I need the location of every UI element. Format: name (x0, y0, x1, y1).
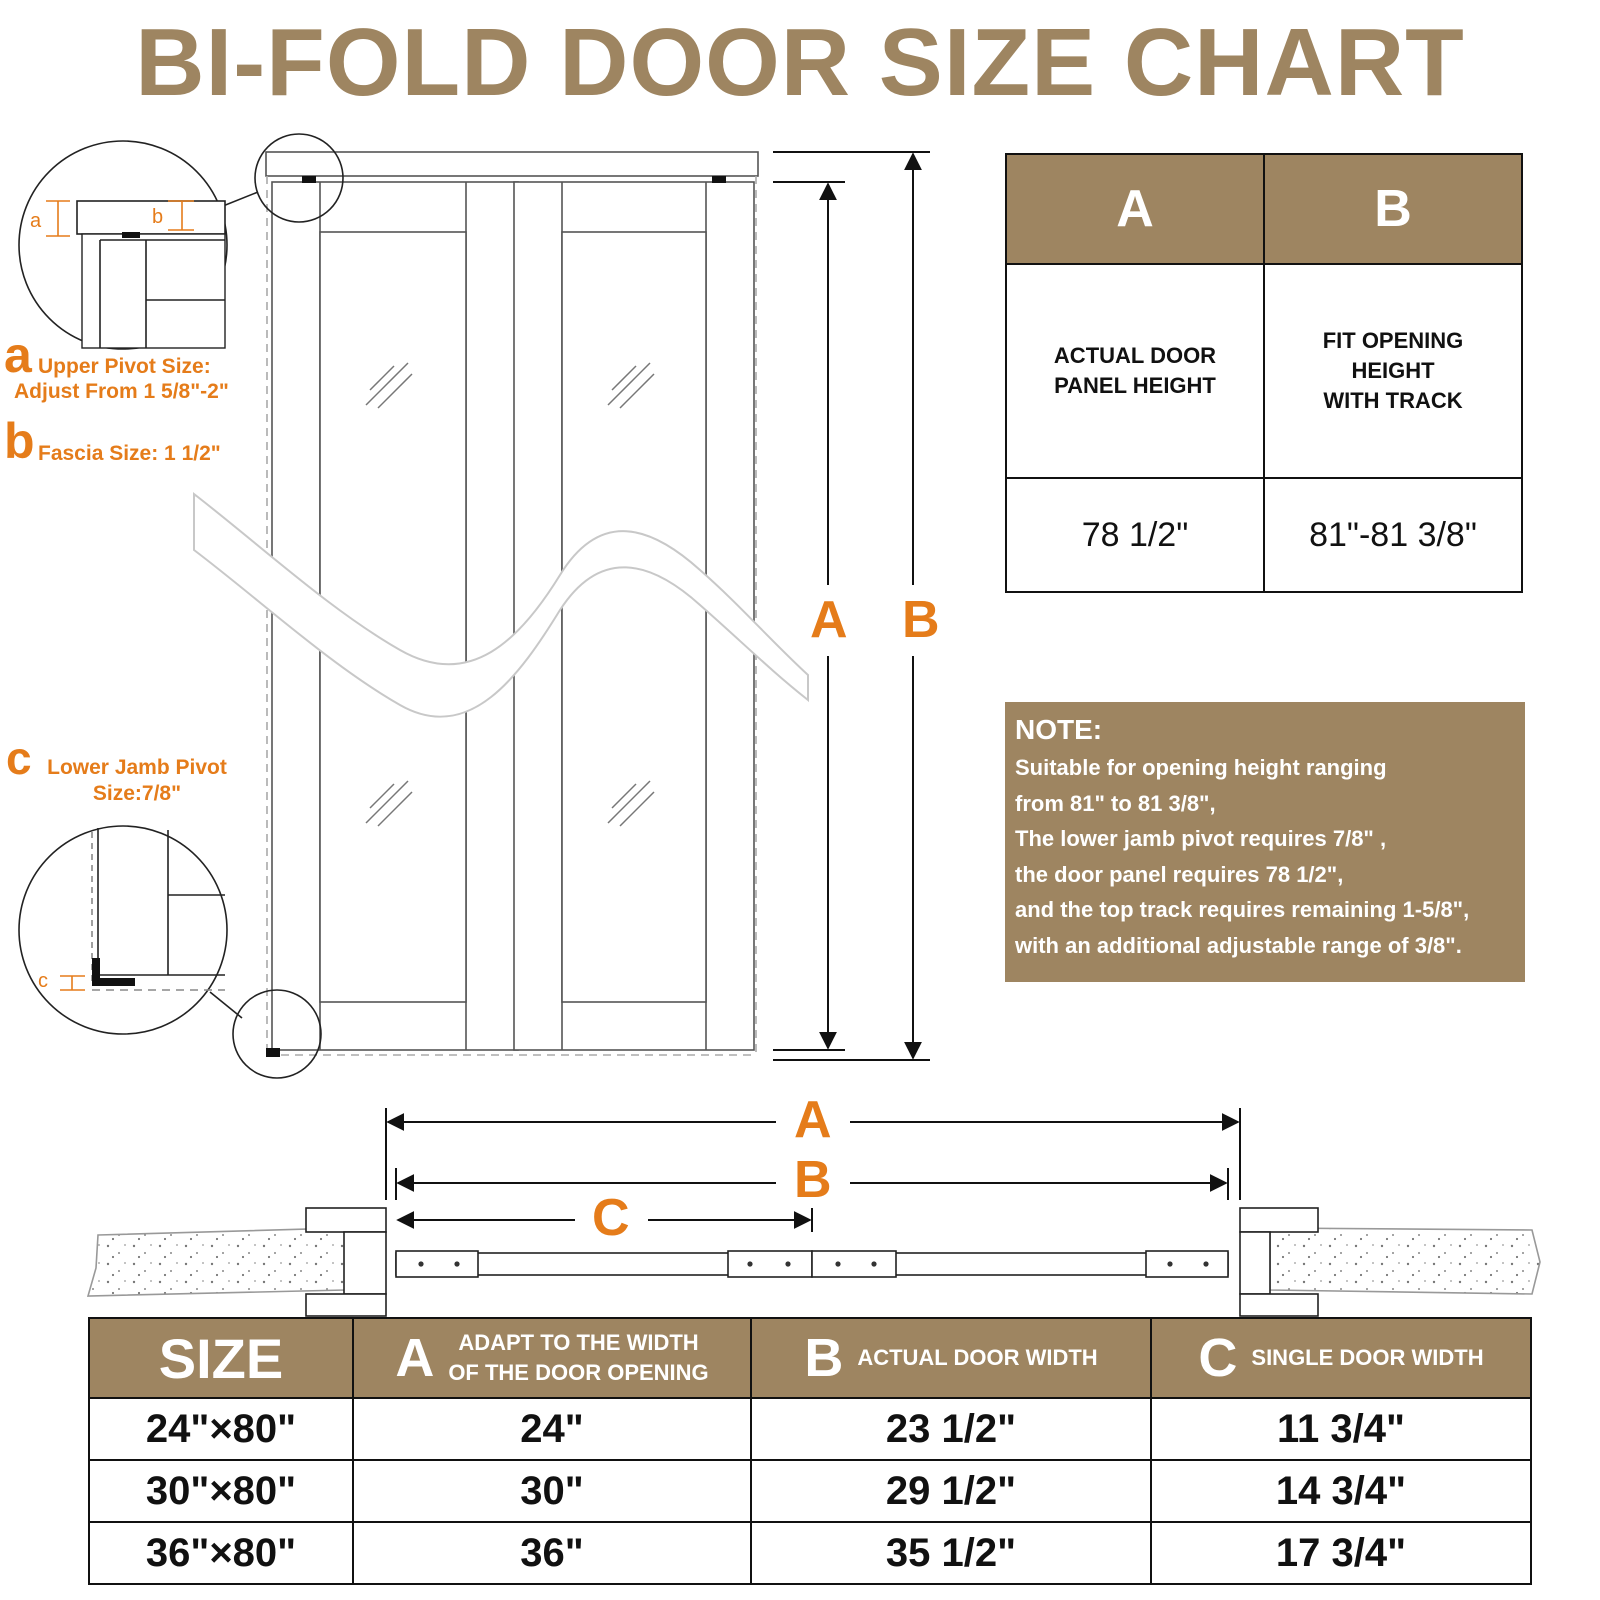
size-header (89, 1318, 353, 1398)
b-header (751, 1318, 1151, 1398)
size-header-label: SIZE (158, 1326, 284, 1390)
dim-label-top-a: A (794, 1091, 832, 1149)
a-cell: 36" (353, 1522, 751, 1584)
note-line: the door panel requires 78 1/2", (1015, 861, 1344, 887)
a-cell: 30" (353, 1460, 751, 1522)
size-table-header (89, 1318, 1531, 1398)
wall-left (88, 1228, 345, 1296)
note-title: NOTE: (1015, 714, 1103, 745)
hinge-block-2 (728, 1251, 812, 1277)
b-cell: 29 1/2" (751, 1460, 1151, 1522)
note-line: with an additional adjustable range of 3/8". (1015, 932, 1462, 958)
upper-pivot-right (712, 176, 726, 183)
c-cell: 14 3/4" (1151, 1460, 1531, 1522)
callout-c-text: Lower Jamb Pivot Size:7/8" (47, 756, 227, 805)
a-header (353, 1318, 751, 1398)
height-desc-a: ACTUAL DOOR PANEL HEIGHT (1006, 264, 1264, 478)
b-cell: 23 1/2" (751, 1398, 1151, 1460)
note-line: from 81" to 81 3/8", (1015, 790, 1216, 816)
c-header (1151, 1318, 1531, 1398)
b-cell: 35 1/2" (751, 1522, 1151, 1584)
callout-b-text: Fascia Size: 1 1/2" (38, 442, 221, 465)
table-row (89, 1460, 1531, 1522)
b-header-letter: B (804, 1328, 844, 1388)
height-header-a: A (1006, 154, 1264, 264)
jamb-left-bot (306, 1294, 386, 1316)
size-cell: 36"×80" (89, 1522, 353, 1584)
a-header-text: ADAPT TO THE WIDTH OF THE DOOR OPENING (448, 1330, 709, 1385)
jamb-left-top (306, 1208, 386, 1232)
note-line: Suitable for opening height ranging (1015, 755, 1387, 780)
size-cell: 30"×80" (89, 1460, 353, 1522)
jamb-right-bot (1240, 1294, 1318, 1316)
dim-label-top-c: C (592, 1189, 630, 1247)
c-cell: 11 3/4" (1151, 1398, 1531, 1460)
upper-pivot-left (302, 176, 316, 183)
glass-right (562, 232, 706, 1002)
dim-label-side-b: B (902, 591, 940, 649)
note-line: and the top track requires remaining 1-5/8", (1015, 897, 1470, 922)
c-header-text: SINGLE DOOR WIDTH (1251, 1345, 1484, 1370)
a-cell: 24" (353, 1398, 751, 1460)
page-title: BI-FOLD DOOR SIZE CHART (135, 9, 1465, 116)
hinge-block-1 (396, 1251, 478, 1277)
dim-label-top-b: B (794, 1151, 832, 1209)
wall-right (1270, 1228, 1540, 1294)
note-box (1005, 702, 1525, 982)
size-cell: 24"×80" (89, 1398, 353, 1460)
hinge-block-4 (1146, 1251, 1228, 1277)
table-row (89, 1398, 1531, 1460)
detail-b-mark: b (152, 206, 164, 228)
note-line: The lower jamb pivot requires 7/8" , (1015, 826, 1387, 851)
c-cell: 17 3/4" (1151, 1522, 1531, 1584)
height-header-b: B (1264, 154, 1522, 264)
callout-c-letter: c (6, 732, 32, 784)
height-desc-b: FIT OPENING HEIGHT WITH TRACK (1264, 264, 1522, 478)
detail-a-mark: a (30, 210, 42, 232)
size-table (88, 1317, 1532, 1585)
dim-label-side-a: A (810, 591, 848, 649)
callout-b-letter: b (4, 413, 35, 469)
jamb-left-mid (344, 1232, 386, 1294)
hinge-block-3 (812, 1251, 896, 1277)
b-header-text: ACTUAL DOOR WIDTH (857, 1345, 1098, 1370)
callout-a-letter: a (4, 327, 32, 383)
top-track (266, 152, 758, 176)
plan-view (88, 1208, 1540, 1316)
jamb-right-mid (1240, 1232, 1270, 1294)
c-header-letter: C (1198, 1328, 1238, 1388)
callout-a-text: Upper Pivot Size: Adjust From 1 5/8"-2" (14, 355, 229, 403)
table-row (89, 1522, 1531, 1584)
jamb-right-top (1240, 1208, 1318, 1232)
detail-c-mark: c (38, 970, 48, 992)
height-value-a: 78 1/2" (1006, 478, 1264, 592)
height-value-b: 81"-81 3/8" (1264, 478, 1522, 592)
height-table (1005, 153, 1523, 593)
a-header-letter: A (395, 1328, 435, 1388)
door-elevation (266, 152, 758, 1055)
